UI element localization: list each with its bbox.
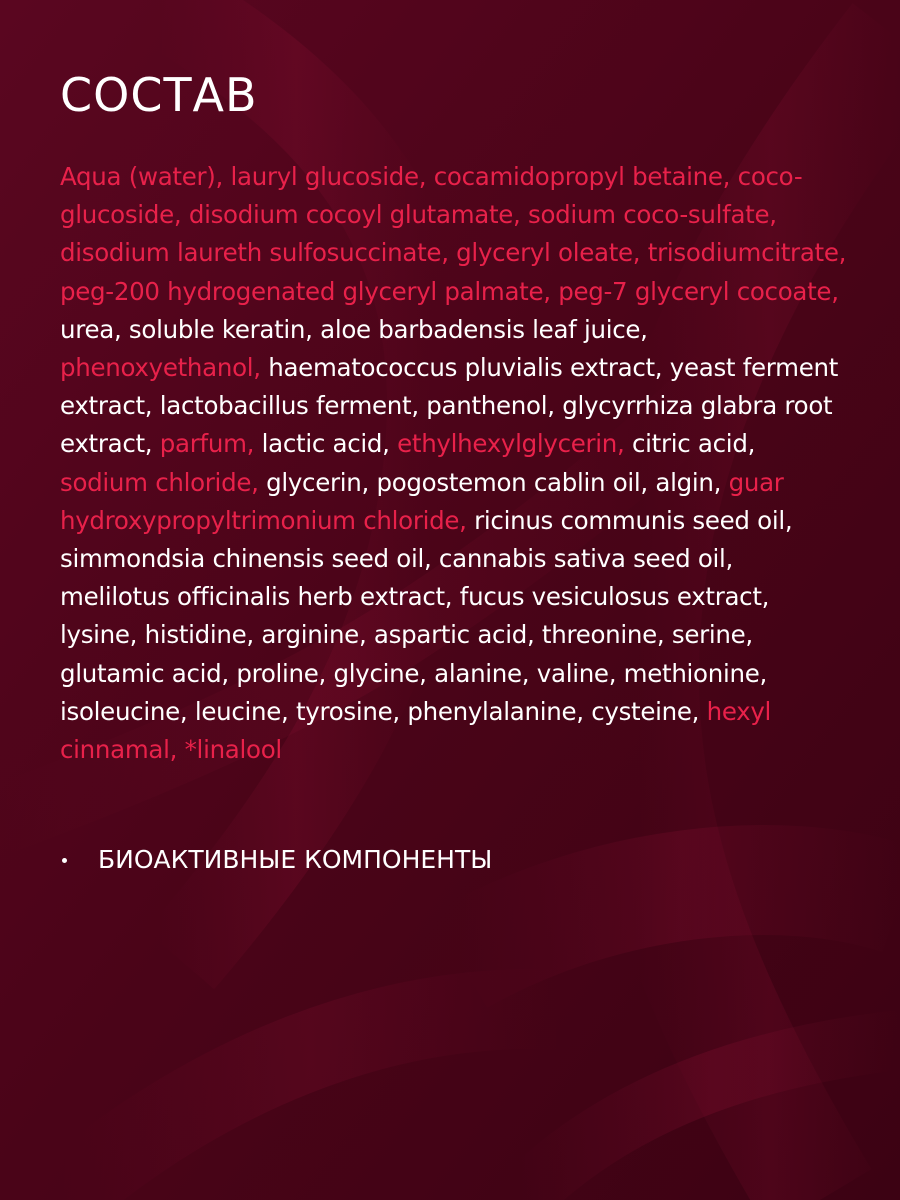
ingredient-group: lactic acid, — [254, 429, 398, 459]
legend — [60, 840, 492, 880]
ingredient-group: ricinus communis seed oil, simmondsia chinensis seed oil, cannabis sativa seed oil, melilotus officinalis herb extract, fucus vesiculosus extract, lysine, histidine, arginine, aspartic acid, threonine, serine, glutamic acid, proline, glycine, alanine, valine, methionine, isoleucine, leucine, tyrosine, phenylalanine, cysteine, — [60, 505, 793, 726]
bullet-icon — [62, 858, 67, 863]
legend-label: БИОАКТИВНЫЕ КОМПОНЕНТЫ — [98, 845, 493, 874]
ingredient-group: Aqua (water), lauryl glucoside, cocamidopropyl betaine, coco-glucoside, disodium cocoyl glutamate, sodium coco-sulfate, disodium laureth sulfosuccinate, glyceryl oleate, trisodiumcitrate, peg-200 hydrogenated glyceryl palmate, peg-7 glyceryl cocoate, — [60, 162, 847, 306]
page-title: СОСТАВ — [60, 68, 258, 122]
ingredient-group: phenoxyethanol, — [60, 353, 261, 383]
ingredient-group: parfum, — [159, 429, 255, 459]
ingredient-group: haematococcus pluvialis extract, yeast ferment extract, lactobacillus ferment, panthenol, glycyrrhiza glabra root extract, — [60, 353, 839, 459]
ingredient-group: ethylhexylglycerin, — [397, 429, 625, 459]
ingredient-group: hexyl cinnamal, *linalool — [60, 696, 772, 765]
ingredient-group: glycerin, pogostemon cablin oil, algin, — [258, 467, 729, 497]
ingredient-group: sodium chloride, — [60, 467, 259, 497]
ingredient-group: citric acid, — [624, 429, 756, 459]
ingredient-group: guar hydroxypropyltrimonium chloride, — [60, 467, 784, 535]
ingredient-group: urea, soluble keratin, aloe barbadensis leaf juice, — [60, 314, 648, 344]
ingredients-list — [60, 158, 850, 769]
